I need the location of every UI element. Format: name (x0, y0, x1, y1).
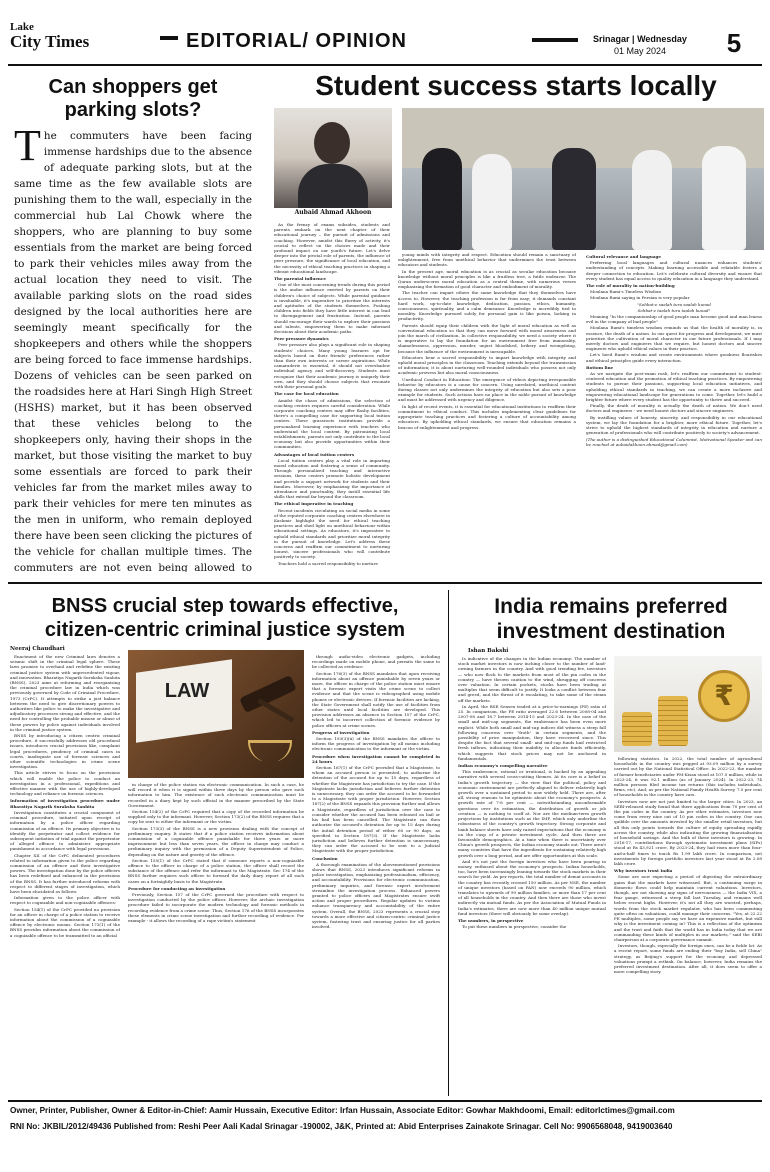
editorial-body (14, 121, 252, 572)
paragraph: The teacher can impart others the same knowledge that they themselves have access to. However, the teaching profession is far from easy; it demands constant hard work, up-to-date knowledge, dedication, passion, ethics, humanity, consciousness, spirituality, and a calm demeanor. Knowledge is incredibly tied to morality. Knowledge pursued solely for personal gain is like poison, lacking in productivity. (398, 290, 576, 322)
paragraph: Meaning "In the companionship of good people man become good and man learns evil in the company of bad people" (586, 314, 762, 325)
section-bar (160, 36, 178, 40)
author-photo (274, 108, 392, 208)
paragraph: Section 173(3) of the BNSS is a new provision dealing with the concept of preliminary enquiry. It states that if a police station receives information about commission of a cognizable offence punishable for three years or more imprisonment but less than seven years, the officer in charge may conduct a preliminary inquiry with the permission of a Deputy Superintendent of Police, depending on the nature and gravity of the offence. (128, 825, 304, 857)
paragraph: Moulana Rumi's Timeless Wisdom (590, 289, 661, 295)
feature-byline: Aubaid Ahmad Akhoon (294, 209, 372, 216)
vertical-rule (448, 590, 449, 1096)
feature-col-3 (586, 252, 762, 574)
paragraph: One of the most concerning trends during this period is the undue influence exerted by parents on their children's choice of subjects. While parental guidance is invaluable, it's imperative to prioritize the interests and aptitudes of the students themselves. Pushing children into fields they have little interest in can lead to disengagement and frustration. Instead, parents should encourage their wards to explore their passions and talents, empowering them to make informed decisions about their academic paths. (274, 282, 390, 335)
feature-col-2 (398, 252, 576, 574)
law-label: LAW (164, 680, 210, 702)
subheading: The ethical imperative in teaching (274, 501, 354, 507)
paragraph: A thorough examination of the abovementioned provisions shows that BNSS, 2023 introduces significant reforms in police investigation, emphasizing professionalism, efficiency, and accountability. Provisions for electronic communication, preliminary inquiries, and forensic expert involvement streamline the investigation process. Enhanced powers granted to police officers and Magistrates ensure swift action and proper procedures. Regular updates to victims enhance transparency and accountability of the entire system. Overall, the BNSS, 2023 represents a crucial step towards a more effective and citizen-centric criminal justice system, fostering trust and ensuring justice for all parties involved. (312, 861, 440, 930)
paragraph: Investigation constitutes a crucial component of criminal procedure, initiated upon receipt of information by a police officer regarding commission of an offence. Its primary objective is to identify the perpetrator and collect evidence for subsequent initiation of trial against the perpetrator of alleged offence to administer appropriate punishment in accordance with legal provisions. (10, 809, 120, 852)
coin-stack-1 (622, 712, 652, 746)
subheading: The role of morality in nation-building (586, 283, 675, 289)
india-title (458, 594, 764, 644)
student-2 (472, 154, 512, 250)
subheading: Indian economy's compelling narrative (458, 763, 548, 769)
footer-publication: RNI No: JKBIL/2012/49436 Published from: Reshi Peer Aali Kadal Srinagar -190002, J&K, Printed at: Abid Enterprises Zainakote Srinagar. Cell No: 9906568048, 9419003640 (10, 1122, 673, 1131)
student-5 (702, 146, 746, 250)
paragraph: Recent incidents circulating on social media in some of the reputed corporate coaching centres elsewhere in Kashmir highlight the need for ethical teaching practices and shed light on unethical behaviour within educational settings. As educators, it's imperative to uphold ethical standards and prioritize moral integrity in the pursuit of knowledge. Let's address these concerns and reaffirm our commitment to nurturing honest, sincere professionals who will contribute positively to society. (274, 507, 390, 560)
paragraph: Investors, though, especially the foreign ones, can be a fickle lot. As a recent report, some funds are ending their "buy India, sell China" strategy, as Beijing's support for the economy and depressed valuations prompt a rethink. On balance, however, India remains the preferred investment destination. After all, it does seem to offer a more compelling story. (614, 943, 762, 975)
subheading: Information of investigation procedure under Bharatiya Nagarik Suraksha Sanhita (10, 798, 120, 809)
editorial (14, 72, 252, 572)
paragraph: young minds with integrity and respect. Education should remain a sanctuary of enlightenment, free from unethical behavior that undermines the trust between educators and students. (398, 252, 576, 268)
paragraph: Previously, Section 157 of the CrPC governed the procedure with respect to investigation conducted by the police officer. However, the archaic investigation procedure failed to incorporate the modern technology and forensic methods in recording evidence from a crime scene. Thus, Section 176 of the BNSS incorporates these elements in crime scene investigation and further recording of evidence. For example - it allows the recording of a rape victim's statement (128, 892, 304, 924)
paragraph: Moulana Rumi's timeless wisdom reminds us that the health of morality is, in essence, the death of a nation. In our quest for progress and development, we must prioritize the cultivation of moral character in our future professionals. If I may merely doctors and engineers that we require, but honest doctors and sincere engineers who uphold ethical values in their practice. (586, 325, 762, 352)
paragraph: To put these numbers in perspective, consider the (462, 924, 567, 930)
paragraph: This exuberance, rational or irrational, is backed by an appealing narrative with several cross-cutting themes. At its core is a belief in India's growth trajectory — the view that the political, policy and economic environment are perfectly aligned to deliver relatively high growth over a sustained period to now widely held. There are, after all, strong reasons to be optimistic about the economy's prospects. A growth rate of 7-8 per cent — notwithstanding unconformable questions over its estimation, the distribution of growth or job creation — is nothing to scoff at. Nor are the medium-term growth projections by institutions such as the IMF, which only underline the robustness of the country's growth trajectory. Strong corporate and bank balance sheets have only raised expectations that the economy is on the cusp of a private investment cycle. And then there are favourable demographics. At a time when there is uncertainty over China's growth prospects, the Indian economy stands out. There aren't many countries that have the ingredients for sustaining relatively high growth over a long period, and are offer opportunities at this scale. (458, 769, 606, 858)
law-image (128, 650, 304, 778)
paragraph: Section 155(1) of the CrPC stated that if someone reports a non-cognizable offence to the officer in charge of a police station, the officer shall record the substance of the offence and refer the informant to the Magistrate. Sec 174 of the BNSS further requires such officer to forward the daily diary report of all such cases on a fortnightly basis to the Magistrate. (128, 857, 304, 884)
rupee-coin (698, 670, 750, 722)
paragraph: through audio-video electronic gadgets, including recordings made on mobile phone, and permits the same to be collected as evidence. (312, 654, 440, 670)
paragraph: As we navigate the post-exam rush, let's reaffirm our commitment to student-centered education and the promotion of ethical teaching practices. By empowering students to pursue their passions, supporting local education initiatives, and upholding ethical standards in teaching, we can create a more inclusive and empowering educational landscape for generations to come. Together, let's build a brighter future where every student has the opportunity to thrive and succeed. (586, 371, 762, 403)
bnss-col-1 (10, 654, 120, 1094)
feature-col-1 (274, 222, 390, 574)
student-3 (552, 148, 596, 250)
paragraph: Amidst the chaos of admissions, the selection of coaching centers requires careful consideration. While corporate coaching centers may offer flashy facilities, there's a compelling case for supporting local tuition centers. These grassroots institutions provide a personalized learning experience with teachers who understand the local context. By patronizing local establishments, parents not only contribute to the local economy but also provide opportunities within their communities. (274, 397, 390, 450)
logo-block (10, 22, 160, 62)
subheading: The numbers, in perspective (458, 917, 524, 923)
paragraph: Some are now expecting a period of digesting the extraordinary gains that the markets have witnessed. But, a continuing surge in domestic flows could help maintain current valuations. Investors, though, are not showing any signs of nervousness — the India VIX, a fear gauge, witnessed a steep fall last Tuesday, and remains well below recent highs. However, it's not all they are worried, perhaps, words from the stock market regulator, who has been commenting quite often on valuations, could manage their concerns. "Yes, at 22.22 PE multiples, some people say we have an expensive market, but still why is the investment coming in? This is a reflection of the optimism and the trust and faith that the world has in India today that we are commanding these kinds of multiples in our markets," said the SEBI chairperson at a corporate governance summit. (614, 874, 762, 942)
paragraph: In light of recent events, it is essential for educational institutions to reaffirm their commitment to ethical conduct. This includes implementing clear guidelines for appropriate teaching practices and fostering a culture of accountability among educators. By upholding ethical standards, we ensure that education remains a beacon of enlightenment and progress. (398, 403, 576, 430)
paragraph: Section 154(2) of the CrPC required that a copy of the recorded information be supplied only to the informant. However, Section 173(2) of the BNSS requires that a copy be sent to either the informant or the victim. (128, 809, 304, 825)
india-byline: Ishan Bakshi (468, 648, 509, 654)
paragraph: Parents should equip their children with the light of moral education as well as conventional education so that they can move forward with moral awareness and join the march of civilization. In collective responsibility, we need a society where it is imperative to lay the foundation for an environment free from immorality, shamelessness, oppression, murder, unjust bloodshed, bribery and wrongdoing, because the influence of the environment is inescapable. (398, 322, 576, 354)
paragraph: Let's heed Rumi's wisdom and create environments where goodness flourishes and ethical principles guide every interaction. (586, 352, 762, 363)
subheading: Procedure for conducting an investigation (128, 885, 226, 891)
paragraph: Preferring local languages and cultural nuances enhances students' understanding of concepts. Making learning accessible and relatable fosters a deeper connection to education. Let's celebrate cultural diversity and ensure that every student has equal access to quality education in a language they understand. (586, 260, 762, 281)
paragraph: (The author is a distinguished Educational Columnist, Motivational Speaker and can be reached at aubaidakhoon.ahmad@gmail.com) (586, 436, 762, 447)
subheading: Procedure when investigation cannot be completed in 24 hours (312, 753, 440, 764)
subheading: Peer pressure dynamics (274, 336, 329, 342)
paragraph: By instilling values of honesty, sincerity, and responsibility in our educational system, we lay the foundation for a brighter, more ethical future. Together, let's strive to uphold the highest standards of integrity in education and nurture a generation of professionals who will contribute positively to society's advancement. (586, 414, 762, 436)
paragraph: BNSS by introducing a citizen centric criminal procedure, it successfully addresses old procedural issues, introduces crucial provisions like, complaint legal procedures, pendency of criminal cases in courts, inadequate use of forensic sciences and other scientific technologies in crime scene investigation. (10, 733, 120, 770)
feature-title: Student success starts locally (315, 70, 717, 101)
paragraph: Section 154(1) of the CrPC provided no provision for an officer in charge of a police station to receive information about the commission of a cognizable offence by electronic means. Section 173(1) of the BNSS provides information about the commission of a cognizable offence to be transmitted to an official (10, 906, 120, 938)
paragraph: Chapter XII of the CrPC delineated procedures related to information given to the police regarding commission of an offence and their investigative powers. The investigation done by the police officers has been redefined and enhanced in the provisions of the BNSS. It has further introduced reforms with respect to different stages of investigation, which have been elucidated as follows: (10, 852, 120, 894)
paragraph: As the frenzy of exams subsides, students and parents embark on the next chapter of their educational journey – the pursuit of admissions and coaching. However, amidst this flurry of activity, it's crucial to reflect on the choices made and their profound impact on our youth's future. Let's delve deeper into the pivotal role of parents, the influence of peer pressure, the significance of local education, and the necessity of ethical teaching practices in shaping a vibrant educational landscape. (274, 222, 390, 274)
mid-rule (8, 582, 762, 584)
subheading: Advantages of local tuition centers (274, 451, 355, 457)
rupee-icon: ₹ (714, 679, 734, 712)
subheading: The parental influence (274, 276, 326, 282)
paragraph: Section 193(3)(ii) of the BNSS mandates the officer to inform the progress of investigation by all means including electronic communication to the informant or the victim. (312, 736, 440, 752)
footer-credits: Owner, Printer, Publisher, Owner & Editor-in-Chief: Aamir Hussain, Executive Editor: Irfan Hussain, Associate Editor: Gowhar Makhdoomi, Email: editorlctimes@gmail.com (10, 1106, 675, 1115)
students-photo (402, 108, 764, 250)
subheading: Conclusion (312, 855, 338, 861)
india-col-1 (458, 656, 606, 1094)
paragraph: In the present age, moral education is as crucial as secular education because knowledge without moral principles is like a fruitless tree, a futile endeavor. The Quran underscores moral education as a central theme, with numerous verses emphasizing the formation of good character and embodiment of morality. (398, 268, 576, 290)
gavel-handle (257, 698, 294, 722)
author-body (298, 164, 368, 208)
india-title-line-2: investment destination (496, 620, 726, 643)
logo-top: Lake (10, 21, 34, 33)
page-number: 5 (726, 28, 742, 58)
paragraph: Peer pressure also plays a significant role in shaping students' choices. Many young learners opt for subjects based on their friends' preferences rather than their own interests or career aspirations. While camaraderie is essential, it should not overshadow individual agency and self-discovery. Students must recognize that their academic journey is uniquely their own, and they should choose subjects that resonate with their personal goals. (274, 342, 390, 390)
paragraph: And it's not just the foreign investors who have been pouring in money, enthused about the economy's prospects. Indian households, too, have been increasingly leaning towards the stock markets in their search for yield. As per reports, the total number of demat accounts in the country has recently crossed 150 million. As per NSE, the number of unique investors (based on PAN) now exceeds 90 million, which translates to upwards of 90 million families, or more than 17 per cent of all households in the country. And then there are those who invest indirectly via mutual funds. As per the Association of Mutual Funds in India's estimates, there are now more than 40 million unique mutual fund investors (there will obviously be some overlap). (458, 858, 606, 916)
paragraph: In April, the BSE Sensex traded at a price-to-earnings (PE) ratio of 25. In comparison, the PE ratio averaged 22.6 between 2008-04 and 2007-08 and 18.7 between 2014-15 and 2023-24. In the case of the small and mid-cap segments, the exuberance has been even more explicit. While both small and mid-cap indices did witness a steep fall following concerns over "froth" in certain segments, and the possibility of price manipulation, they have recovered since. This despite the fact that several small- and mid-cap funds had restricted fresh inflows, indicating their inability to allocate funds efficiently, which suggests that stock prices may not be anchored in fundamentals. (458, 703, 606, 761)
subheading: Bottom line (586, 364, 614, 370)
student-4 (632, 150, 672, 250)
paragraph: "Sohbat-e saalah tura saalah kunad (637, 301, 711, 307)
paragraph: Enactment of the new Criminal laws denotes a seismic shift in the criminal legal sphere. These laws promise to overhaul and redefine the existing criminal justice system with unprecedented vigour, and innovation. Bharatiya Nagarik Suraksha Sanhita (BNSS), 2023 aims at reforming and reorganising the criminal procedure law in India which was previously governed by Code of Criminal Procedure, 1973 (CrPC). It attempts to strike a just balance between the need to give discretionary powers to authorities like police to make the investigative and adjudicatory processes strong and effective, and the need for controlling the probable misuse or abuse of these powers by police against individuals involved in the criminal justice system. (10, 654, 120, 732)
paragraph: Teachers hold a sacred responsibility to nurture (278, 560, 378, 566)
subheading: Progress of investigation (312, 729, 370, 735)
author-head (314, 122, 350, 164)
logo-main: City Times (10, 32, 90, 51)
paragraph: Information given to the police officer with respect to cognizable and non-cognizable offences: (10, 895, 120, 906)
rupee-image (614, 656, 762, 752)
section-title: EDITORIAL/ OPINION (186, 30, 407, 52)
student-1 (422, 148, 462, 250)
subheading: Cultural relevance and language (586, 254, 661, 259)
footer-rule (8, 1100, 762, 1102)
paragraph: Investors now are not just limited to the larger cities. In 2023, an SEBI-released study found that there applications from 70 per cent of the pin codes in the country. As per other estimates, investors now come from every nine out of 10 pin codes in the country. One can quibble over the amounts invested by the smaller retail investors, but all this only points towards the culture of equity spreading rapidly across the country, while also indicating the growing financialisation of household savings. And the bulk of these investors is growing. In 2016-17, contributions through systematic investment plans (SIPs) stood at Rs 43,921 crore. By 2023-24, they had risen more than four-and-a-half times to touch Rs 1.99 lakh crore. In comparison, net investments by foreign portfolio investors last year stood at Rs 2.08 lakh crore. (614, 798, 762, 867)
paragraph: in charge of the police station via electronic communication. In such a case, he will record it when it is signed within three days by the person who gave such information to him. The existence of such electronic communication must be recorded in a diary kept by such official in the manner prescribed by the State Government. (128, 782, 304, 808)
masthead-rule (8, 64, 762, 66)
bnss-title (20, 594, 430, 642)
masthead (0, 0, 770, 64)
paragraph: Sohbat-e taalah tura taalah kunad" (637, 307, 711, 313)
paragraph: Section 176(3) of the BNSS mandates that upon receiving information about an offence punishable by seven years or more, the officer in charge of the police station must ensure that a forensic expert visits the crime scene to collect evidence and that the scene is videographed using mobile phones or electronic devices. If forensic facilities are lacking, the State Government shall notify the use of facilities from other states until local facilities are developed. This provision addresses an absence in Section 157 of the CrPC, which led to incorrect collection of forensic evidence by police officers at crime scenes. (312, 670, 440, 728)
coin-stack-2 (658, 696, 688, 746)
paragraph: Educators bear a sacred responsibility to impart knowledge with integrity and uphold moral principles in the classroom. Teaching extends beyond the transmission of information; it is about nurturing well-rounded individuals who possess not only academic prowess but also moral consciousness. (398, 354, 576, 376)
subheading: The case for local education (274, 391, 339, 397)
paragraph: following statistics. In 2022, the total number of agricultural households in the country was pegged at 93.09 million by a survey carried out by the National Statistical Office. In 2022-23, the number of farmer beneficiaries under PM-Kisan stood at 107.5 million, while in 2023-24, it was 92.1 million (as of January 2024). In 2022-23, 74 million persons filed income tax returns (this includes individuals, firms, etc). And, as per the National Family Health Survey, 7.5 per cent of households in the country have cars. (614, 756, 762, 798)
bnss-col-3 (312, 654, 440, 1094)
section-bar-right (532, 38, 578, 42)
editorial-dropcap: T (14, 121, 41, 170)
editorial-text: he commuters have been facing immense hardships due to the absence of adequate parking slots, but at the same time as the few available slots are punishing them to the wall, especially in the commercial hub Lal Chowk where the shoppers, who are planning to buy some essentials from the market are being forced to park their vehicles miles away from the actual location they need to visit. The available parking slots on the road sides designed by the local authorities here are seemingly meant specifically for the shopkeepers and others while the shoppers are being forced to face immense hardships. Dozens of vehicles can be seen parked on the roadsides here at Hari Singh High Street (HSHS) market, but it has been observed that these vehicles belong to the shopkeepers only, having their shops in the market, but those visiting the market to buy some essentials are forced to park their vehicles far from the market miles away to park their vehicles for mere ten minutes as the men in uniform, who remain deployed there have been seen clicking the pictures of the vehicle for challan multiple times. The commuters are not even being allowed to (14, 130, 252, 572)
paragraph: Section 167(1) of the CrPC provided that a Magistrate, to whom an accused person is presented, to authorize the detention of the accused for up to 15 days, regardless of whether the Magistrate has jurisdiction to try the case. If the Magistrate lacks jurisdiction and believes further detention is unnecessary, they can order the accused to be forwarded to a Magistrate with proper jurisdiction. However, Section 187(2) of the BNSS expands this provision further and allows a Magistrate, regardless of jurisdiction over the case to consider whether the accused has been released on bail or his bail has been cancelled. The Magistrate can then authorize the accused's detention for up to 15 days during the initial detention period of either 60 or 90 days, as specified in Section 187(3). If the Magistrate lacks jurisdiction and believes further detention is unnecessary, they can order the accused to be sent to a Judicial Magistrate with the proper jurisdiction. (312, 765, 440, 854)
paragraph: Unethical Conduct in Education: The emergence of videos depicting irresponsible behavior by educators is a cause for concern. Using unrelated, unethical content during classes not only undermines the integrity of education but also sets a poor example for students. Such actions have no place in the noble pursuit of knowledge and must be addressed with urgency and diligence. (398, 376, 576, 403)
paragraph: This article strives to focus on the provisions which will enable the police to conduct an investigation in a professional, expeditious and effective manner with the use of highly-developed technology and reliance on forensic sciences. (10, 770, 120, 797)
subheading: Why investors trust India (614, 868, 673, 874)
editorial-title: Can shoppers get parking slots? (48, 76, 218, 121)
bnss-byline: Neeraj Chaudhari (10, 646, 65, 652)
bnss-col-2 (128, 782, 304, 1094)
scale-icon (248, 740, 292, 762)
paragraph: Is indicative of the changes in the Indian economy: The number of stock market investors is now inching closer to the number of land-owning farmers in the country. And with good trending fee, investors — who now flock to the markets from most of the pin codes in the country — have thrown caution to the wind, shrugging off concerns over valuation. In certain pockets, stocks have been trading at multiples that seem difficult to justify. It looks a conflict between fear and greed, and the threat of it escalating, to take some of the steam off the markets. (458, 656, 606, 703)
issue-date: 01 May 2024 (613, 46, 667, 56)
edition-line: Srinagar | Wednesday (593, 34, 687, 44)
bnss-title-line-2: citizen-centric criminal justice system (44, 619, 406, 641)
bnss-title-line-1: BNSS crucial step towards effective, (51, 595, 399, 617)
india-title-line-1: India remains preferred (494, 595, 728, 618)
paragraph: Finally, the death of morality is actually the death of nation. We don't need doctors and engineers - we need honest doctors and sincere engineers. (586, 403, 762, 414)
paragraph: Moulana Rumi saying in Persian is very popular (590, 295, 690, 301)
paragraph: Local tuition centers play a vital role in imparting moral education and fostering a sense of community. Through personalized teaching and interactive sessions, these centers promote holistic development and provide a support network for students and their families. Moreover, by emphasizing the importance of attendance and punctuality, they instill essential life skills that extend far beyond the classroom. (274, 457, 390, 500)
india-col-2 (614, 756, 762, 1094)
